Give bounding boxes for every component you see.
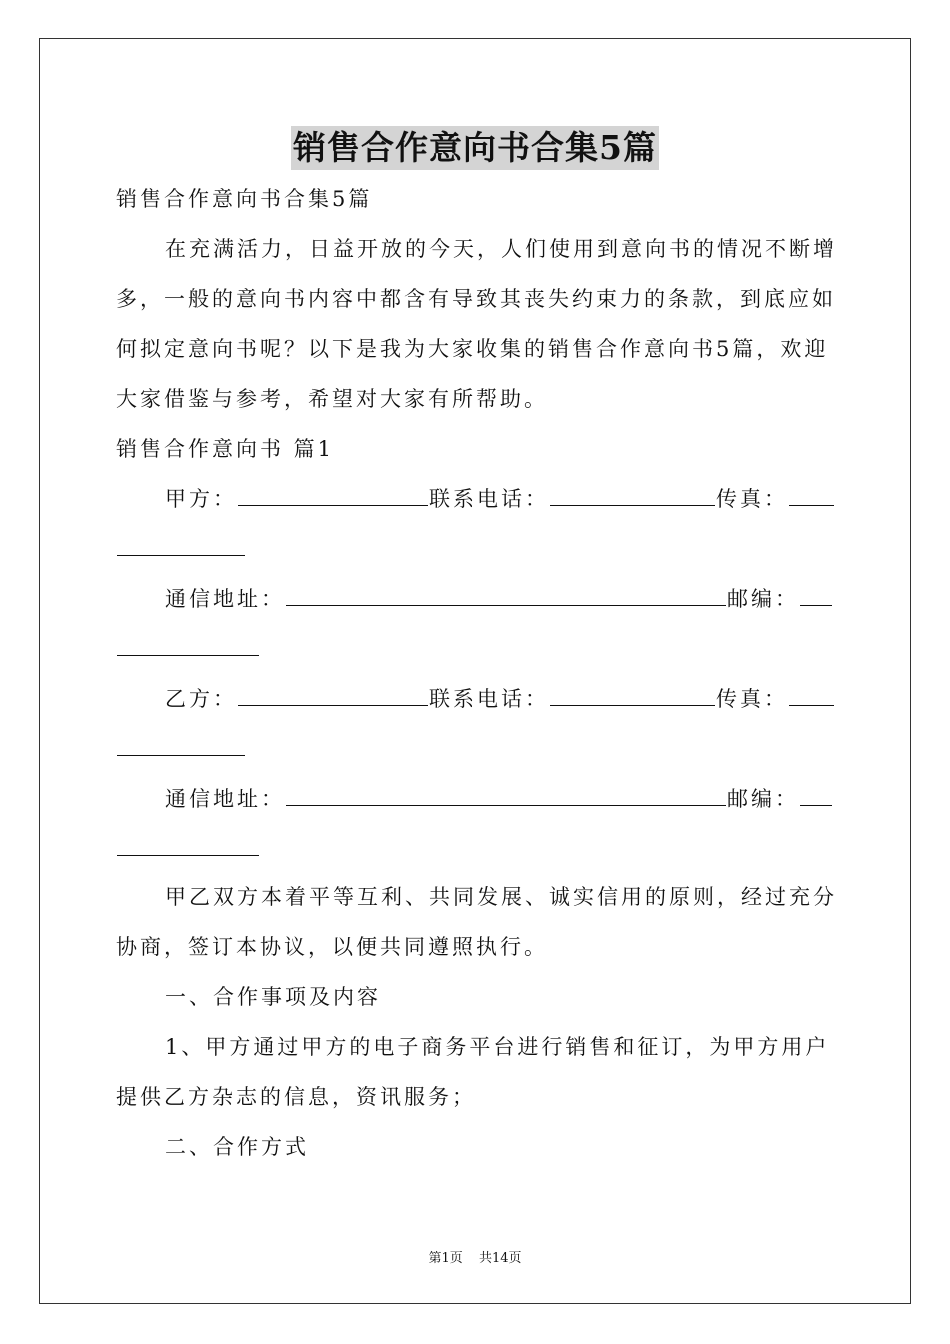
party-b-phone-label: 联系电话：: [429, 687, 549, 711]
intro-line-3: 何拟定意向书呢？以下是我为大家收集的销售合作意向书5篇，欢迎: [116, 337, 829, 361]
party-a-postcode-blank[interactable]: [800, 585, 832, 606]
item-one-line-1: 1、甲方通过甲方的电子商务平台进行销售和征订，为甲方用户: [165, 1035, 830, 1059]
party-a-name-blank[interactable]: [238, 485, 428, 506]
document-title: 销售合作意向书合集5篇: [291, 126, 659, 170]
page-number: 第1页: [428, 1251, 463, 1266]
party-b-postcode-blank[interactable]: [800, 785, 832, 806]
party-b-fax-blank[interactable]: [789, 685, 834, 706]
party-b-fax-blank-cont[interactable]: [117, 735, 245, 756]
party-a-phone-blank[interactable]: [550, 485, 715, 506]
page-total: 共14页: [478, 1251, 522, 1266]
party-a-label: 甲方：: [165, 487, 237, 511]
intro-line-4: 大家借鉴与参考，希望对大家有所帮助。: [116, 387, 548, 411]
agreement-line-2: 协商，签订本协议，以便共同遵照执行。: [116, 935, 548, 959]
party-a-phone-label: 联系电话：: [429, 487, 549, 511]
party-a-fax-blank[interactable]: [789, 485, 834, 506]
party-a-postcode-label: 邮编：: [727, 587, 799, 611]
party-a-address-line: [165, 584, 836, 614]
party-a-postcode-blank-cont[interactable]: [117, 635, 259, 656]
page-border: [39, 38, 911, 1304]
party-b-address-line: [165, 784, 836, 814]
intro-line-2: 多，一般的意向书内容中都含有导致其丧失约束力的条款，到底应如: [116, 287, 836, 311]
section-heading: 销售合作意向书 篇1: [116, 437, 335, 461]
party-a-postcode-continuation: [116, 634, 836, 664]
party-b-contact-line: [165, 684, 836, 714]
party-b-fax-continuation: [116, 734, 836, 764]
intro-line-1: 在充满活力，日益开放的今天，人们使用到意向书的情况不断增: [165, 237, 837, 261]
agreement-line-1: 甲乙双方本着平等互利、共同发展、诚实信用的原则，经过充分: [165, 885, 837, 909]
party-b-postcode-label: 邮编：: [727, 787, 799, 811]
subtitle: 销售合作意向书合集5篇: [116, 187, 373, 211]
item-two-heading: 二、合作方式: [165, 1135, 309, 1159]
party-b-address-label: 通信地址：: [165, 787, 285, 811]
party-b-postcode-blank-cont[interactable]: [117, 835, 259, 856]
party-b-fax-label: 传真：: [716, 687, 788, 711]
party-a-fax-blank-cont[interactable]: [117, 535, 245, 556]
party-a-address-blank[interactable]: [286, 585, 726, 606]
party-b-name-blank[interactable]: [238, 685, 428, 706]
party-b-postcode-continuation: [116, 834, 836, 864]
party-a-address-label: 通信地址：: [165, 587, 285, 611]
party-b-label: 乙方：: [165, 687, 237, 711]
party-b-address-blank[interactable]: [286, 785, 726, 806]
party-a-fax-continuation: [116, 534, 836, 564]
party-a-fax-label: 传真：: [716, 487, 788, 511]
item-one-line-2: 提供乙方杂志的信息，资讯服务；: [116, 1085, 476, 1109]
page-footer: [0, 1247, 950, 1266]
party-b-phone-blank[interactable]: [550, 685, 715, 706]
title-container: [0, 126, 950, 170]
party-a-contact-line: [165, 484, 836, 514]
item-one-heading: 一、合作事项及内容: [165, 985, 381, 1009]
